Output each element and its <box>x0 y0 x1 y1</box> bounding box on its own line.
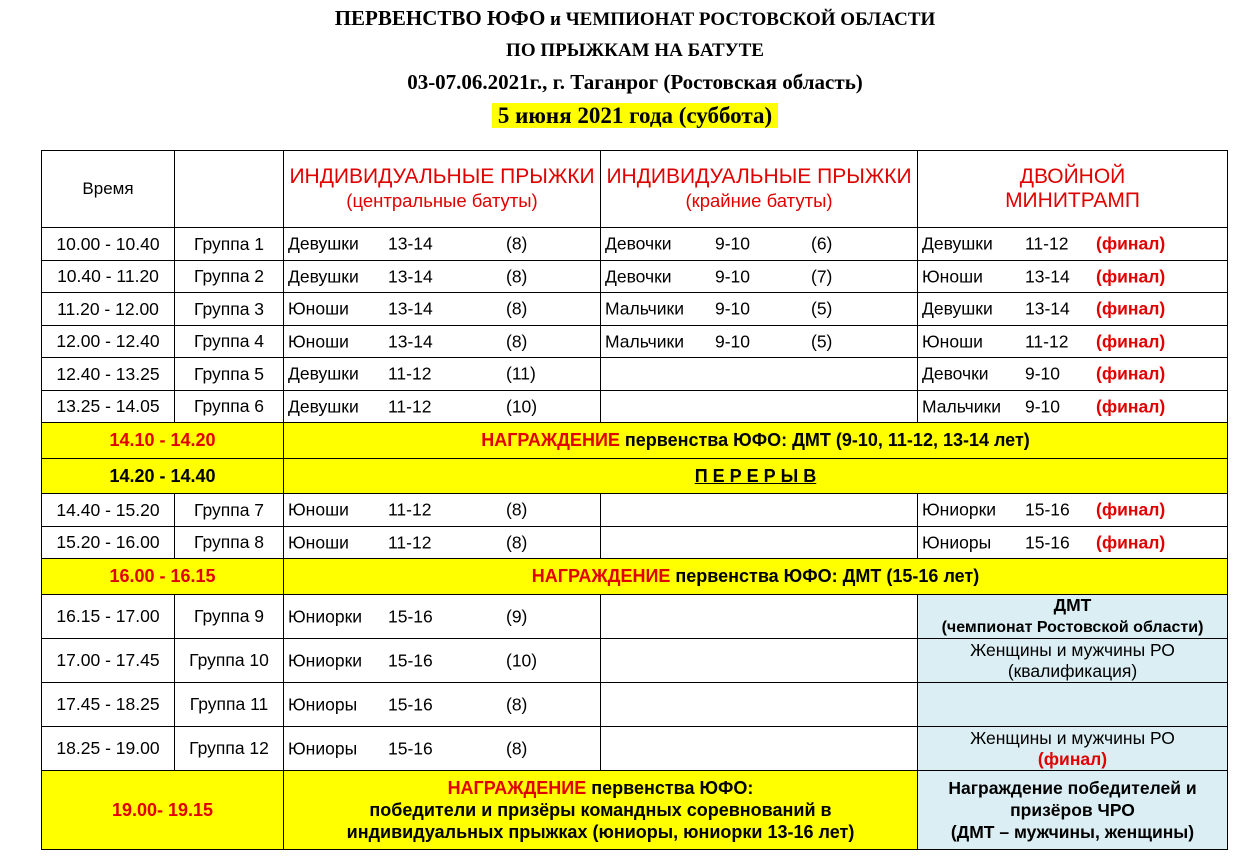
dmt-champ-title: ДМТ (чемпионат Ростовской области) <box>918 595 1228 639</box>
entry-category: Мальчики <box>922 396 1001 416</box>
entry-count: (5) <box>811 331 833 351</box>
row-time: 18.25 - 19.00 <box>42 727 175 771</box>
entry-category: Юноши <box>288 532 349 552</box>
entry-age: 9-10 <box>1025 363 1061 384</box>
table-row <box>42 326 1228 358</box>
entry-age: 11-12 <box>1025 331 1069 351</box>
dmt-entry <box>918 358 1228 391</box>
central-entry <box>284 293 601 326</box>
table-row <box>42 683 1228 727</box>
entry-count: (8) <box>506 233 528 254</box>
title-line-2: ПО ПРЫЖКАМ НА БАТУТЕ <box>506 40 764 61</box>
award-text: НАГРАЖДЕНИЕ первенства ЮФО: победители и призёры командных соревнований в индивидуальных прыжках (юниоры, юниорки 13-16 лет) <box>284 771 918 850</box>
entry-age: 13-14 <box>1025 266 1070 286</box>
award-time: 19.00- 19.15 <box>42 771 284 850</box>
central-entry <box>284 326 601 358</box>
table-row <box>42 391 1228 423</box>
entry-category: Юниоры <box>288 738 358 758</box>
dmt-entry <box>918 326 1228 358</box>
award-row-2 <box>42 559 1228 595</box>
edge-entry <box>601 527 918 559</box>
row-group: Группа 7 <box>175 494 284 527</box>
entry-final-tag: (финал) <box>1096 396 1166 416</box>
entry-age: 11-12 <box>388 499 432 520</box>
col-dmt-header: ДВОЙНОЙ МИНИТРАМП <box>918 151 1228 228</box>
col-group-header <box>175 151 284 228</box>
central-entry <box>284 683 601 727</box>
row-group: Группа 2 <box>175 261 284 293</box>
col-central-header: ИНДИВИДУАЛЬНЫЕ ПРЫЖКИ (центральные батуты) <box>284 151 601 228</box>
entry-category: Девушки <box>288 363 359 384</box>
row-group: Группа 9 <box>175 595 284 639</box>
entry-count: (7) <box>811 266 833 286</box>
entry-age: 9-10 <box>715 266 751 286</box>
dmt-final: Женщины и мужчины РО (финал) <box>918 727 1228 771</box>
entry-category: Девушки <box>288 396 359 416</box>
row-time: 10.00 - 10.40 <box>42 228 175 261</box>
entry-count: (11) <box>506 363 536 384</box>
col-edge-header: ИНДИВИДУАЛЬНЫЕ ПРЫЖКИ (крайние батуты) <box>601 151 918 228</box>
entry-count: (9) <box>506 606 528 626</box>
entry-count: (10) <box>506 396 538 416</box>
row-group: Группа 5 <box>175 358 284 391</box>
central-entry <box>284 261 601 293</box>
edge-entry <box>601 326 918 358</box>
entry-age: 13-14 <box>388 233 433 254</box>
date-line <box>0 103 1259 129</box>
entry-category: Юниоры <box>922 532 992 552</box>
central-entry <box>284 639 601 683</box>
entry-age: 15-16 <box>1025 499 1070 520</box>
entry-count: (8) <box>506 331 528 351</box>
table-row <box>42 527 1228 559</box>
break-label: П Е Р Е Р Ы В <box>284 459 1228 494</box>
row-group: Группа 3 <box>175 293 284 326</box>
edge-entry <box>601 228 918 261</box>
entry-final-tag: (финал) <box>1096 298 1166 319</box>
entry-age: 15-16 <box>388 694 433 714</box>
date-highlight: 5 июня 2021 года (суббота) <box>492 103 778 128</box>
entry-count: (8) <box>506 266 528 286</box>
row-time: 15.20 - 16.00 <box>42 527 175 559</box>
table-row <box>42 228 1228 261</box>
entry-age: 11-12 <box>388 396 432 416</box>
row-group: Группа 4 <box>175 326 284 358</box>
entry-category: Девушки <box>288 233 359 254</box>
entry-category: Юниорки <box>922 499 997 520</box>
table-row <box>42 727 1228 771</box>
entry-age: 15-16 <box>388 606 433 626</box>
entry-category: Девочки <box>605 233 672 254</box>
dmt-empty <box>918 683 1228 727</box>
row-group: Группа 1 <box>175 228 284 261</box>
award-time: 16.00 - 16.15 <box>42 559 284 595</box>
title-and: и <box>545 9 566 30</box>
central-entry <box>284 527 601 559</box>
entry-category: Юноши <box>922 266 983 286</box>
central-entry <box>284 727 601 771</box>
award-time: 14.10 - 14.20 <box>42 423 284 459</box>
entry-category: Юноши <box>288 298 349 319</box>
entry-category: Юниорки <box>288 650 363 670</box>
row-time: 12.00 - 12.40 <box>42 326 175 358</box>
entry-age: 15-16 <box>388 650 433 670</box>
entry-age: 9-10 <box>1025 396 1061 416</box>
dmt-entry <box>918 391 1228 423</box>
entry-age: 13-14 <box>1025 298 1070 319</box>
dmt-qual: Женщины и мужчины РО (квалификация) <box>918 639 1228 683</box>
entry-age: 9-10 <box>715 331 751 351</box>
central-entry <box>284 358 601 391</box>
chro-award: Награждение победителей и призёров ЧРО (ДМТ – мужчины, женщины) <box>918 771 1228 850</box>
col-time-header: Время <box>42 151 175 228</box>
edge-entry <box>601 391 918 423</box>
schedule-table <box>41 150 1228 850</box>
dmt-entry <box>918 293 1228 326</box>
entry-final-tag: (финал) <box>1096 266 1166 286</box>
entry-category: Девушки <box>922 298 993 319</box>
dmt-entry <box>918 228 1228 261</box>
entry-age: 15-16 <box>388 738 433 758</box>
entry-count: (8) <box>506 694 528 714</box>
entry-age: 9-10 <box>715 298 751 319</box>
entry-category: Юноши <box>288 499 349 520</box>
entry-count: (8) <box>506 499 528 520</box>
entry-count: (10) <box>506 650 538 670</box>
edge-entry <box>601 595 918 639</box>
central-entry <box>284 228 601 261</box>
award-row-1 <box>42 423 1228 459</box>
entry-category: Девочки <box>922 363 989 384</box>
table-row <box>42 595 1228 639</box>
entry-final-tag: (финал) <box>1096 233 1166 254</box>
entry-count: (6) <box>811 233 833 254</box>
edge-entry <box>601 261 918 293</box>
edge-entry <box>601 293 918 326</box>
entry-final-tag: (финал) <box>1096 532 1166 552</box>
row-time: 16.15 - 17.00 <box>42 595 175 639</box>
row-group: Группа 11 <box>175 683 284 727</box>
entry-age: 13-14 <box>388 298 433 319</box>
row-time: 14.40 - 15.20 <box>42 494 175 527</box>
award-text: НАГРАЖДЕНИЕ первенства ЮФО: ДМТ (9-10, 11-12, 13-14 лет) <box>284 423 1228 459</box>
break-time: 14.20 - 14.40 <box>42 459 284 494</box>
entry-category: Юниоры <box>288 694 358 714</box>
central-entry <box>284 595 601 639</box>
title-line-1 <box>0 6 1259 31</box>
entry-age: 9-10 <box>715 233 751 254</box>
entry-count: (8) <box>506 298 528 319</box>
row-group: Группа 8 <box>175 527 284 559</box>
award-row-3 <box>42 771 1228 850</box>
title-yufo: ПЕРВЕНСТВО ЮФО <box>334 6 546 30</box>
dmt-entry <box>918 494 1228 527</box>
dmt-entry <box>918 527 1228 559</box>
entry-category: Девушки <box>922 233 993 254</box>
edge-entry <box>601 727 918 771</box>
row-time: 10.40 - 11.20 <box>42 261 175 293</box>
entry-age: 15-16 <box>1025 532 1070 552</box>
entry-count: (5) <box>811 298 833 319</box>
row-time: 17.00 - 17.45 <box>42 639 175 683</box>
entry-count: (8) <box>506 532 528 552</box>
entry-age: 11-12 <box>1025 233 1069 254</box>
entry-age: 11-12 <box>388 363 432 384</box>
award-text: НАГРАЖДЕНИЕ первенства ЮФО: ДМТ (15-16 лет) <box>284 559 1228 595</box>
entry-category: Юноши <box>922 331 983 351</box>
edge-entry <box>601 494 918 527</box>
central-entry <box>284 494 601 527</box>
table-row <box>42 639 1228 683</box>
entry-category: Девушки <box>288 266 359 286</box>
table-header-row <box>42 151 1228 228</box>
title-line-3: 03-07.06.2021г., г. Таганрог (Ростовская область) <box>407 70 863 94</box>
entry-age: 13-14 <box>388 331 433 351</box>
entry-final-tag: (финал) <box>1096 331 1166 351</box>
entry-category: Мальчики <box>605 298 684 319</box>
title-champ: ЧЕМПИОНАТ РОСТОВСКОЙ ОБЛАСТИ <box>565 9 936 30</box>
table-row <box>42 293 1228 326</box>
entry-final-tag: (финал) <box>1096 363 1166 384</box>
entry-age: 11-12 <box>388 532 432 552</box>
entry-category: Девочки <box>605 266 672 286</box>
row-group: Группа 10 <box>175 639 284 683</box>
entry-final-tag: (финал) <box>1096 499 1166 520</box>
central-entry <box>284 391 601 423</box>
edge-entry <box>601 639 918 683</box>
table-row <box>42 261 1228 293</box>
entry-category: Юниорки <box>288 606 363 626</box>
edge-entry <box>601 683 918 727</box>
table-row <box>42 494 1228 527</box>
edge-entry <box>601 358 918 391</box>
entry-age: 13-14 <box>388 266 433 286</box>
row-time: 12.40 - 13.25 <box>42 358 175 391</box>
dmt-entry <box>918 261 1228 293</box>
row-time: 11.20 - 12.00 <box>42 293 175 326</box>
entry-category: Юноши <box>288 331 349 351</box>
entry-count: (8) <box>506 738 528 758</box>
break-row <box>42 459 1228 494</box>
row-time: 17.45 - 18.25 <box>42 683 175 727</box>
row-time: 13.25 - 14.05 <box>42 391 175 423</box>
entry-category: Мальчики <box>605 331 684 351</box>
row-group: Группа 12 <box>175 727 284 771</box>
row-group: Группа 6 <box>175 391 284 423</box>
table-row <box>42 358 1228 391</box>
